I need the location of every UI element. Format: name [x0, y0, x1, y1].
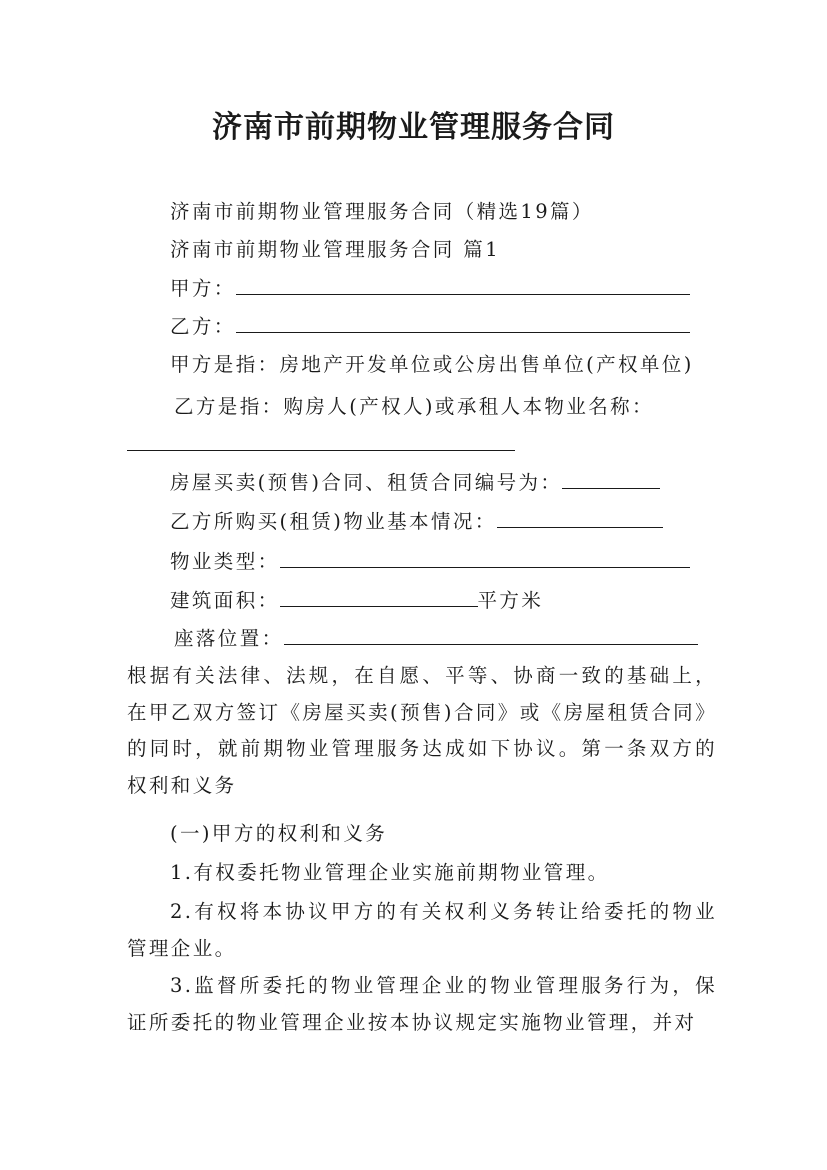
section-a-heading: (一)甲方的权利和义务 — [170, 822, 388, 845]
item-2: 2.有权将本协议甲方的有关权利义务转让给委托的物业管理企业。 — [127, 900, 717, 960]
location-blank — [284, 626, 698, 645]
location-label: 座落位置： — [174, 627, 284, 650]
basic-info-label: 乙方所购买(租赁)物业基本情况： — [170, 510, 497, 533]
chapter-line: 济南市前期物业管理服务合同 篇1 — [170, 238, 501, 261]
property-type-label: 物业类型： — [170, 550, 280, 573]
document-title: 济南市前期物业管理服务合同 — [212, 110, 615, 145]
subtitle-line: 济南市前期物业管理服务合同（精选19篇） — [170, 200, 594, 223]
area-blank — [280, 588, 478, 607]
item-1: 1.有权委托物业管理企业实施前期物业管理。 — [170, 861, 610, 884]
party-a-label: 甲方： — [170, 277, 236, 300]
area-label: 建筑面积： — [170, 589, 280, 612]
party-b-blank — [236, 314, 690, 333]
basic-info-blank — [497, 509, 663, 528]
party-a-line — [170, 276, 690, 302]
party-a-definition: 甲方是指：房地产开发单位或公房出售单位(产权单位) — [170, 353, 694, 376]
property-name-line — [127, 432, 515, 458]
area-unit: 平方米 — [477, 589, 544, 612]
property-type-blank — [280, 549, 690, 568]
contract-number-label: 房屋买卖(预售)合同、租赁合同编号为： — [170, 471, 563, 494]
property-name-blank — [127, 432, 515, 451]
intro-paragraph: 根据有关法律、法规，在自愿、平等、协商一致的基础上，在甲乙双方签订《房屋买卖(预售)合同》或《房屋租赁合同》的同时，就前期物业管理服务达成如下协议。第一条双方的权利和义务 — [127, 664, 717, 797]
party-b-definition: 乙方是指：购房人(产权人)或承租人本物业名称： — [174, 395, 654, 418]
property-type-line — [170, 549, 690, 575]
contract-number-blank — [562, 470, 660, 489]
party-b-label: 乙方： — [170, 315, 236, 338]
area-line — [170, 588, 543, 614]
location-line — [174, 626, 698, 652]
party-b-line — [170, 314, 690, 340]
basic-info-line — [170, 509, 663, 535]
contract-number-line — [170, 470, 660, 496]
item-3: 3.监督所委托的物业管理企业的物业管理服务行为，保证所委托的物业管理企业按本协议规定实施物业管理，并对 — [127, 974, 717, 1034]
party-a-blank — [236, 276, 690, 295]
